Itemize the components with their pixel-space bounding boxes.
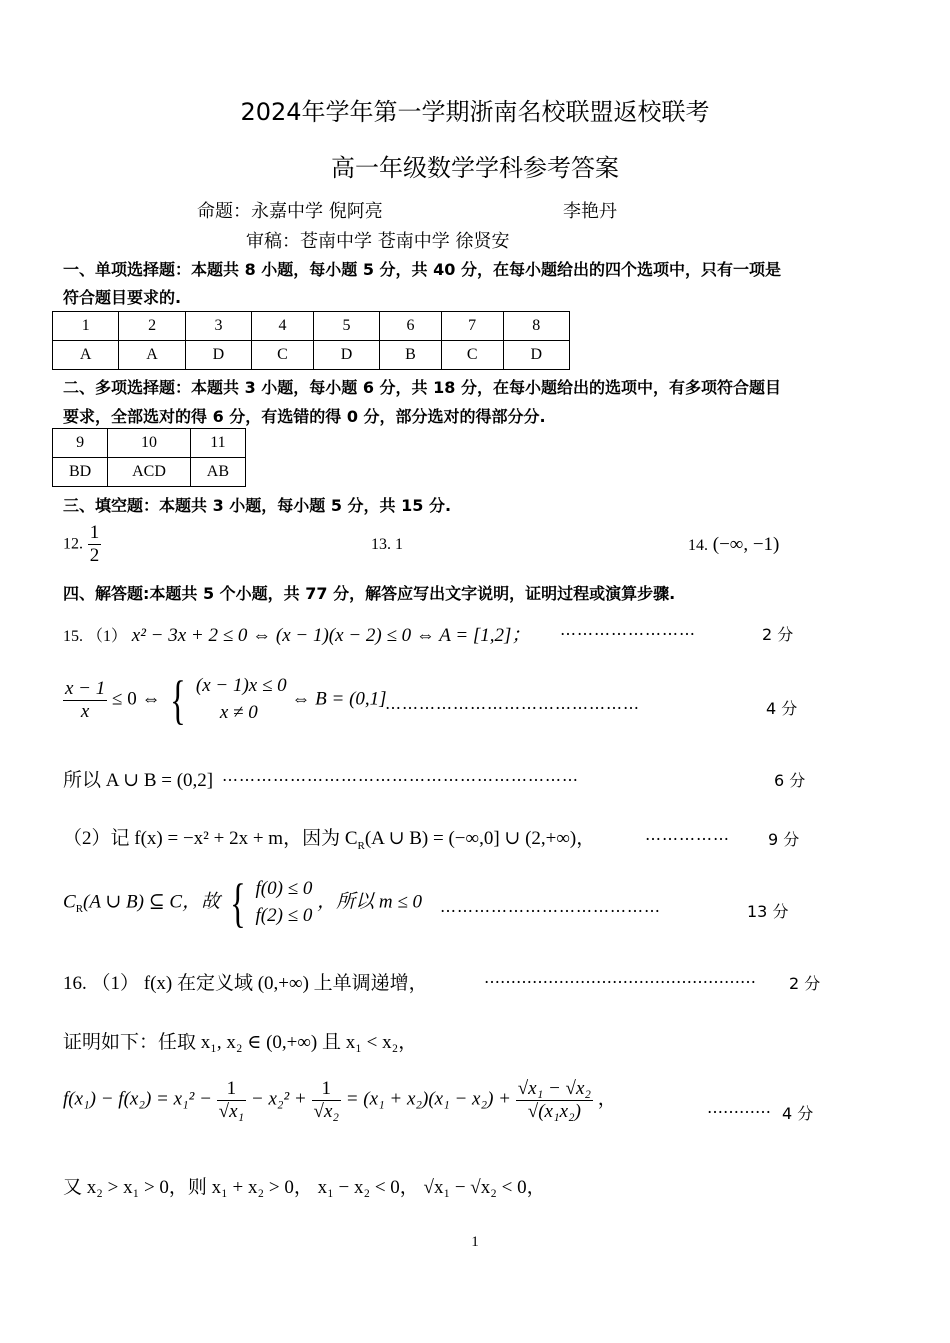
- table-cell: 7: [441, 312, 503, 341]
- table-row: [53, 312, 570, 341]
- q15-c-mid: (A ∪ B) ⊆ C，故: [83, 891, 221, 913]
- table-row: [53, 429, 246, 458]
- q16-proof-intro: 证明如下：任取 x₁, x₂ ∈ (0,+∞) 且 x₁ < x₂，: [63, 1032, 418, 1053]
- table-cell: AB: [190, 458, 245, 487]
- q15-c-end: ，所以 m ≤ 0: [317, 891, 423, 913]
- q16-lhs: f(x₁) − f(x₂) = x₁² −: [63, 1088, 212, 1110]
- q15-b-case1: (x − 1)x ≤ 0: [195, 675, 287, 697]
- score-label: 4 分: [782, 1104, 814, 1123]
- author-second: 李艳丹: [563, 201, 617, 222]
- table-cell: ACD: [108, 458, 191, 487]
- table-cell: C: [441, 341, 503, 370]
- q15-b-mid: ≤ 0 ⇔: [112, 688, 161, 710]
- section3-heading: 三、填空题：本题共 3 小题，每小题 5 分，共 15 分.: [63, 496, 452, 515]
- q15-part2-text: （2）记 f(x) = −x² + 2x + m，因为 C: [63, 828, 358, 849]
- q16-fraction-3: [516, 1078, 593, 1123]
- table-cell: 3: [185, 312, 251, 341]
- dot-leader: ………………………………………………………: [222, 766, 579, 785]
- author-line: 命题：永嘉中学 倪阿亮: [197, 201, 383, 222]
- q16-fraction-1: [217, 1078, 246, 1123]
- section1-answer-table: [52, 311, 570, 370]
- table-row: [53, 458, 246, 487]
- dot-leader: ……………: [645, 825, 730, 844]
- score-label: 13 分: [747, 902, 789, 921]
- q14-value: (−∞, −1): [712, 534, 780, 555]
- q15-part1-line: [63, 620, 530, 647]
- q16-sign-line: 又 x₂ > x₁ > 0，则 x₁ + x₂ > 0， x₁ − x₂ < 0， √x₁ − √x₂ < 0，: [63, 1177, 546, 1198]
- table-row: [53, 341, 570, 370]
- score-label: 2 分: [762, 625, 794, 644]
- q15-part2-b-line: [63, 873, 423, 933]
- section1-heading-cont: 符合题目要求的.: [63, 288, 182, 307]
- left-brace: {: [230, 873, 246, 933]
- left-brace: {: [170, 670, 186, 730]
- score-label: 4 分: [766, 699, 798, 718]
- page-number: 1: [471, 1234, 479, 1250]
- table-cell: 2: [119, 312, 185, 341]
- score-label: 2 分: [789, 974, 821, 993]
- q15-part1-expr: x² − 3x + 2 ≤ 0 ⇔ (x − 1)(x − 2) ≤ 0 ⇔ A = [1,2]；: [131, 625, 531, 646]
- table-cell: D: [313, 341, 379, 370]
- q12-numerator: 1: [89, 522, 100, 543]
- q16-comma: ，: [597, 1088, 617, 1110]
- q12-answer: [63, 522, 101, 567]
- table-cell: 8: [503, 312, 569, 341]
- q15-b-fraction: [63, 678, 107, 723]
- score-label: 9 分: [768, 830, 800, 849]
- dot-leader: …………: [707, 1098, 771, 1117]
- dot-leader: ………………………………………: [385, 694, 640, 713]
- table-cell: BD: [53, 458, 108, 487]
- table-cell: 1: [53, 312, 119, 341]
- table-cell: 9: [53, 429, 108, 458]
- review-line: 审稿：苍南中学 苍南中学 徐贤安: [246, 231, 510, 252]
- table-cell: A: [53, 341, 119, 370]
- q16-f2-numerator: 1: [312, 1078, 341, 1101]
- q15-union-line: 所以 A ∪ B = (0,2]: [63, 770, 214, 791]
- section2-answer-table: [52, 428, 246, 487]
- section1-heading: 一、单项选择题：本题共 8 小题，每小题 5 分，共 40 分，在每小题给出的四个选项中，只有一项是: [63, 260, 781, 279]
- q16-f1-denominator: √x₁: [218, 1100, 245, 1122]
- dot-leader: ……………………………………………: [484, 968, 756, 987]
- table-cell: 11: [190, 429, 245, 458]
- q16-f2-denominator: √x₂: [313, 1100, 339, 1122]
- dot-leader: …………………………………: [440, 897, 661, 916]
- dot-leader: ……………………: [560, 620, 696, 639]
- q16-f3-numerator: √x₁ − √x₂: [517, 1078, 591, 1099]
- table-cell: 4: [252, 312, 314, 341]
- q16-f1-numerator: 1: [217, 1078, 246, 1101]
- table-cell: D: [503, 341, 569, 370]
- q12-fraction: [88, 522, 102, 567]
- q13-answer: 13. 1: [371, 536, 403, 553]
- q15-part2-rest: (A ∪ B) = (−∞,0] ∪ (2,+∞)，: [364, 828, 596, 849]
- q16-fraction-2: [312, 1078, 341, 1123]
- q16-part1-line: 16. （1） f(x) 在定义域 (0,+∞) 上单调递增，: [63, 973, 428, 994]
- section2-heading-cont: 要求，全部选对的得 6 分，有选错的得 0 分，部分选对的得部分分.: [63, 407, 546, 426]
- q14-answer: [688, 534, 779, 556]
- q15-b-rhs: ⇔ B = (0,1]: [291, 688, 387, 710]
- table-cell: D: [185, 341, 251, 370]
- table-cell: 6: [380, 312, 442, 341]
- q12-denominator: 2: [89, 544, 100, 566]
- q16-difference-line: [63, 1078, 617, 1123]
- table-cell: 5: [313, 312, 379, 341]
- table-cell: C: [252, 341, 314, 370]
- table-cell: B: [380, 341, 442, 370]
- q15-b-denominator: x: [80, 700, 90, 722]
- q14-label: 14.: [688, 537, 708, 554]
- section2-heading: 二、多项选择题：本题共 3 小题，每小题 6 分，共 18 分，在每小题给出的选项中，有多项符合题目: [63, 378, 781, 397]
- section4-heading: 四、解答题:本题共 5 个小题，共 77 分，解答应写出文字说明，证明过程或演算步骤.: [63, 584, 676, 603]
- q15-part1-label: 15. （1）: [63, 628, 128, 645]
- table-cell: A: [119, 341, 185, 370]
- q12-label: 12.: [63, 535, 83, 553]
- q15-c-case2: f(2) ≤ 0: [255, 905, 313, 926]
- q15-c-cases: [256, 876, 313, 929]
- q15-b-case2: x ≠ 0: [219, 702, 258, 723]
- sub-title: 高一年级数学学科参考答案: [331, 154, 619, 182]
- q15-c-start: C: [63, 891, 76, 913]
- q15-b-cases: [196, 673, 287, 726]
- q15-part2-line: [63, 823, 595, 852]
- q16-mid: − x₂² +: [250, 1088, 307, 1110]
- q15-b-numerator: x − 1: [65, 677, 106, 699]
- main-title: 2024年学年第一学期浙南名校联盟返校联考: [240, 98, 710, 126]
- q16-f3-denominator: √(x₁x₂): [527, 1100, 581, 1122]
- score-label: 6 分: [774, 771, 806, 790]
- q16-eq: = (x₁ + x₂)(x₁ − x₂) +: [345, 1088, 511, 1110]
- q15-part1-b-line: [63, 670, 387, 730]
- q15-part2-sub: R: [357, 839, 365, 852]
- q15-c-sub: R: [75, 903, 84, 916]
- q15-c-case1: f(0) ≤ 0: [255, 878, 313, 900]
- table-cell: 10: [108, 429, 191, 458]
